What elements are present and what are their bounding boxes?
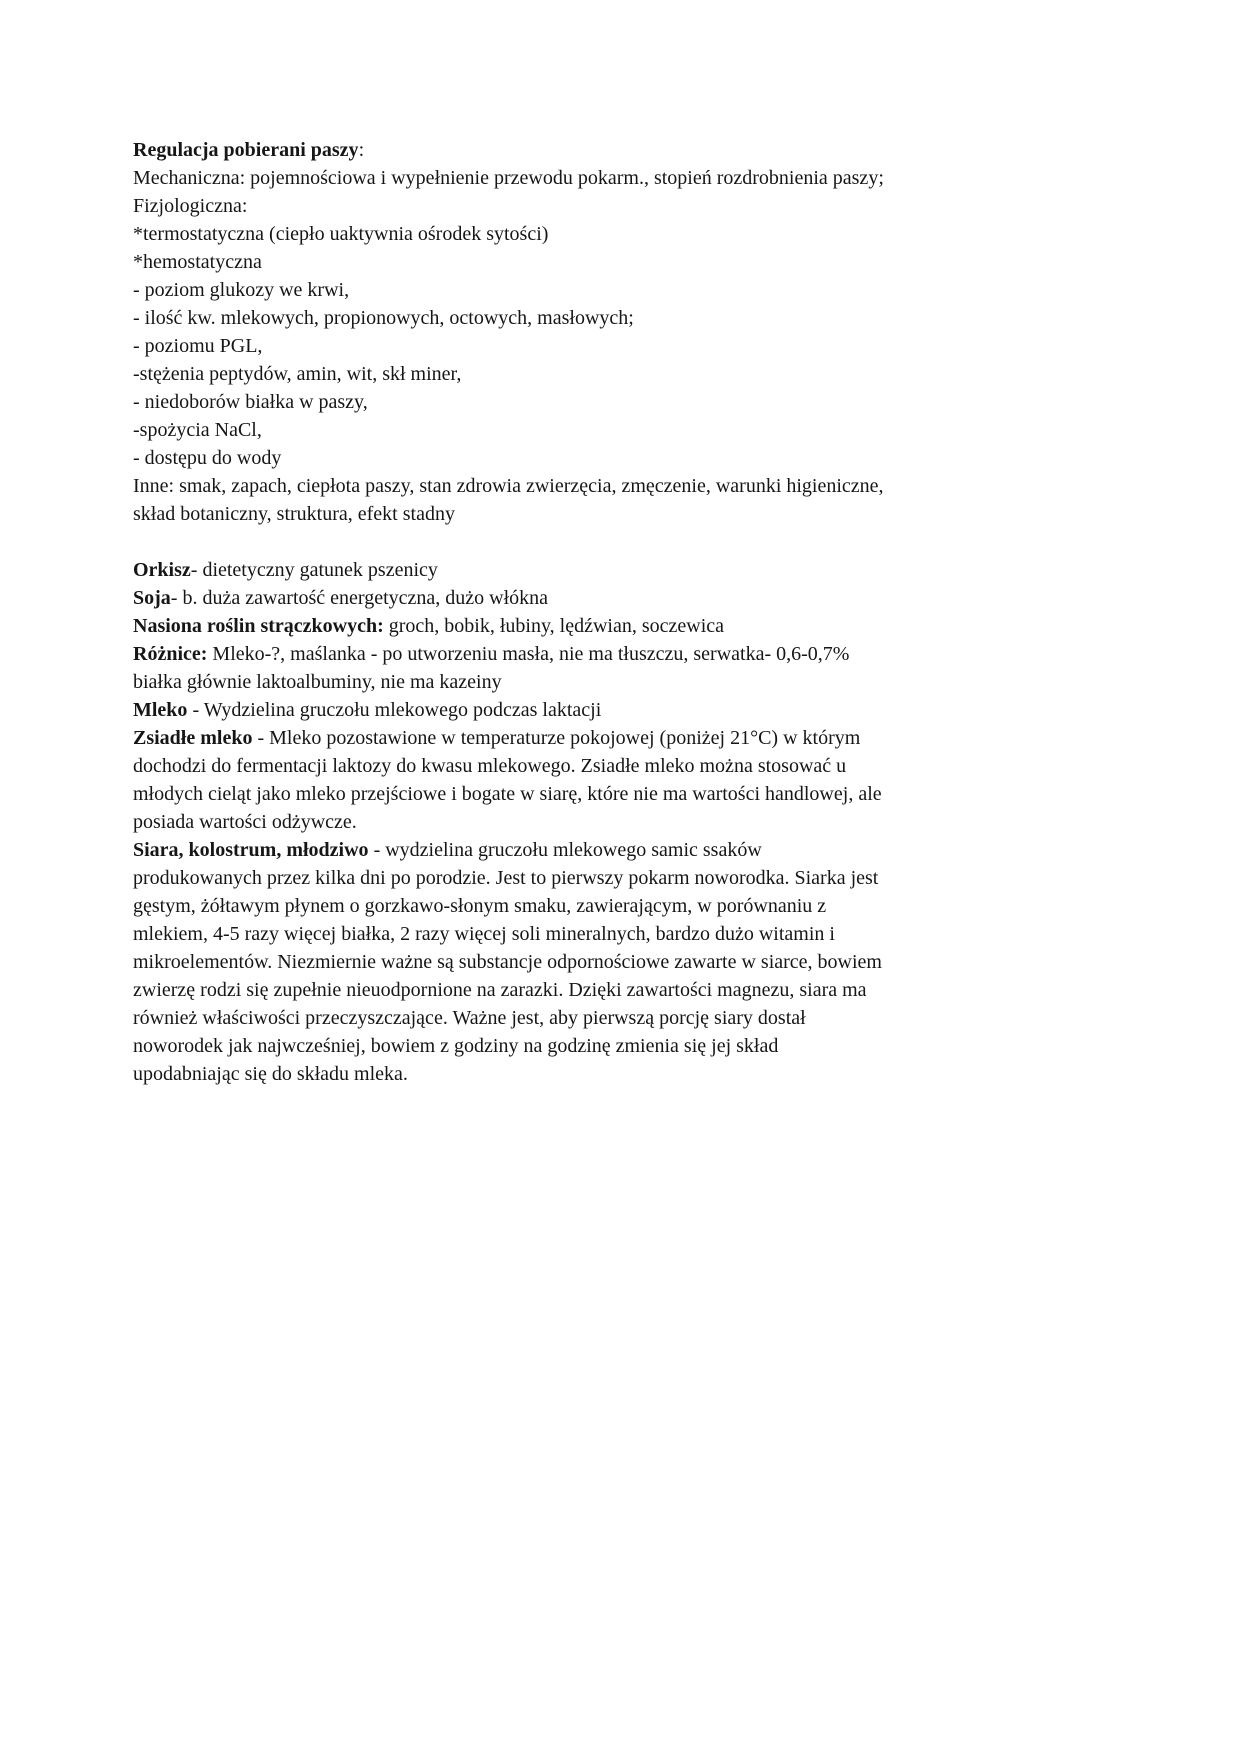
text-line xyxy=(133,584,1123,612)
bold-text-run: Różnice: xyxy=(133,643,208,665)
text-line xyxy=(133,976,1123,1004)
text-run: białka głównie laktoalbuminy, nie ma kazeiny xyxy=(133,671,502,693)
text-run: Mleko-?, maślanka - po utworzeniu masła, nie ma tłuszczu, serwatka- 0,6-0,7% xyxy=(207,643,850,665)
text-run: produkowanych przez kilka dni po porodzie. Jest to pierwszy pokarm noworodka. Siarka jest xyxy=(133,867,879,889)
text-run: skład botaniczny, struktura, efekt stadny xyxy=(133,503,455,525)
text-run: - Wydzielina gruczołu mlekowego podczas laktacji xyxy=(187,699,602,721)
text-line xyxy=(133,164,1123,192)
text-run: *hemostatyczna xyxy=(133,251,262,273)
bold-text-run: Regulacja pobierani paszy xyxy=(133,139,359,161)
text-run: noworodek jak najwcześniej, bowiem z godziny na godzinę zmienia się jej skład xyxy=(133,1035,779,1057)
text-line xyxy=(133,920,1123,948)
text-run: zwierzę rodzi się zupełnie nieuodpornione na zarazki. Dzięki zawartości magnezu, siara ma xyxy=(133,979,867,1001)
text-line xyxy=(133,1004,1123,1032)
bold-text-run: Orkisz xyxy=(133,559,191,581)
blank-line xyxy=(133,528,1123,556)
text-run: posiada wartości odżywcze. xyxy=(133,811,357,833)
text-run: Fizjologiczna: xyxy=(133,195,248,217)
text-line xyxy=(133,360,1123,388)
text-line xyxy=(133,808,1123,836)
text-run: mikroelementów. Niezmiernie ważne są substancje odpornościowe zawarte w siarce, bowiem xyxy=(133,951,882,973)
text-run: - poziomu PGL, xyxy=(133,335,263,357)
text-line xyxy=(133,612,1123,640)
text-line xyxy=(133,668,1123,696)
text-line xyxy=(133,192,1123,220)
text-run: również właściwości przeczyszczające. Ważne jest, aby pierwszą porcję siary dostał xyxy=(133,1007,806,1029)
text-run: mlekiem, 4-5 razy więcej białka, 2 razy więcej soli mineralnych, bardzo dużo witamin i xyxy=(133,923,835,945)
text-line xyxy=(133,696,1123,724)
text-run: - dietetyczny gatunek pszenicy xyxy=(190,559,438,581)
text-line xyxy=(133,1060,1123,1088)
text-run: *termostatyczna (ciepło uaktywnia ośrodek sytości) xyxy=(133,223,549,245)
text-run: Mechaniczna: pojemnościowa i wypełnienie przewodu pokarm., stopień rozdrobnienia paszy; xyxy=(133,167,884,189)
text-run: - dostępu do wody xyxy=(133,447,282,469)
text-line xyxy=(133,276,1123,304)
text-run: - ilość kw. mlekowych, propionowych, octowych, masłowych; xyxy=(133,307,634,329)
text-line xyxy=(133,864,1123,892)
text-line xyxy=(133,472,1123,500)
text-line xyxy=(133,640,1123,668)
text-run: gęstym, żółtawym płynem o gorzkawo-słonym smaku, zawierającym, w porównaniu z xyxy=(133,895,827,917)
text-line xyxy=(133,332,1123,360)
bold-text-run: Mleko xyxy=(133,699,188,721)
text-line xyxy=(133,1032,1123,1060)
text-line xyxy=(133,724,1123,752)
text-run: - poziom glukozy we krwi, xyxy=(133,279,350,301)
text-line xyxy=(133,444,1123,472)
text-line xyxy=(133,780,1123,808)
text-line xyxy=(133,500,1123,528)
document-body xyxy=(133,136,1123,1088)
text-line xyxy=(133,892,1123,920)
text-line xyxy=(133,248,1123,276)
text-line xyxy=(133,220,1123,248)
bold-text-run: Siara, kolostrum, młodziwo xyxy=(133,839,369,861)
text-run: - wydzielina gruczołu mlekowego samic ssaków xyxy=(368,839,762,861)
text-run: -spożycia NaCl, xyxy=(133,419,262,441)
text-line xyxy=(133,836,1123,864)
text-line xyxy=(133,556,1123,584)
bold-text-run: Nasiona roślin strączkowych: xyxy=(133,615,384,637)
text-run: młodych cieląt jako mleko przejściowe i bogate w siarę, które nie ma wartości handlowej, ale xyxy=(133,783,882,805)
bold-text-run: Zsiadłe mleko xyxy=(133,727,253,749)
text-run: - Mleko pozostawione w temperaturze pokojowej (poniżej 21°C) w którym xyxy=(252,727,861,749)
text-line xyxy=(133,948,1123,976)
text-run: : xyxy=(358,139,365,161)
text-run: dochodzi do fermentacji laktozy do kwasu mlekowego. Zsiadłe mleko można stosować u xyxy=(133,755,847,777)
text-line xyxy=(133,136,1123,164)
text-run: - niedoborów białka w paszy, xyxy=(133,391,368,413)
text-line xyxy=(133,416,1123,444)
text-line xyxy=(133,388,1123,416)
text-line xyxy=(133,304,1123,332)
text-run: groch, bobik, łubiny, lędźwian, soczewica xyxy=(383,615,725,637)
text-run: -stężenia peptydów, amin, wit, skł miner, xyxy=(133,363,462,385)
text-line xyxy=(133,752,1123,780)
text-run: - b. duża zawartość energetyczna, dużo włókna xyxy=(170,587,549,609)
bold-text-run: Soja xyxy=(133,587,171,609)
text-run: Inne: smak, zapach, ciepłota paszy, stan zdrowia zwierzęcia, zmęczenie, warunki higieniczne, xyxy=(133,475,884,497)
text-run: upodabniając się do składu mleka. xyxy=(133,1063,408,1085)
